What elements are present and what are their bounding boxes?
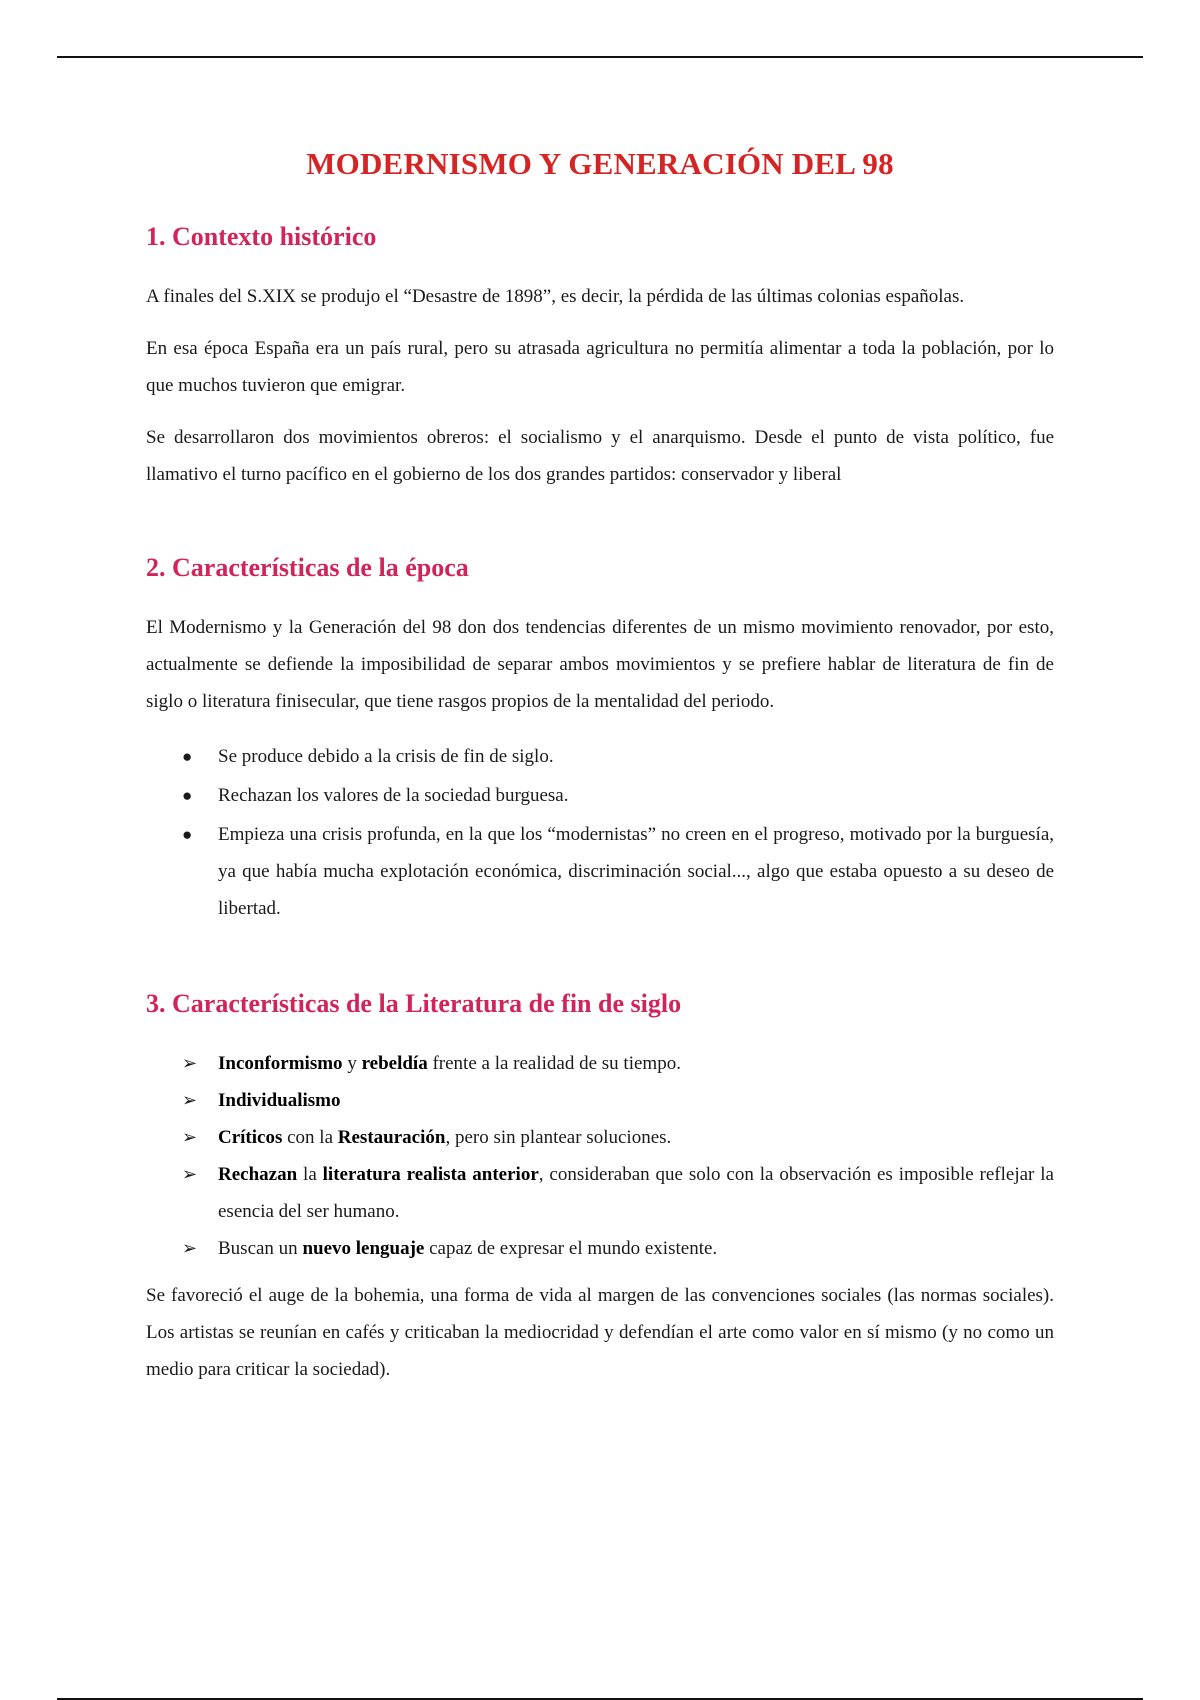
list-item: ● Se produce debido a la crisis de fin de siglo. (146, 738, 1054, 775)
arrow-bullet-icon: ➢ (182, 1238, 198, 1258)
arrow-bullet-icon: ➢ (182, 1164, 198, 1184)
bullet-icon: ● (182, 825, 193, 844)
section-era-characteristics (146, 553, 1054, 927)
bullet-icon: ● (182, 786, 193, 805)
arrow-bullet-icon: ➢ (182, 1053, 198, 1073)
paragraph: A finales del S.XIX se produjo el “Desastre de 1898”, es decir, la pérdida de las últimas colonias españolas. (146, 286, 965, 307)
top-rule (57, 56, 1143, 58)
list-item: ➢ Buscan un nuevo lenguaje capaz de expresar el mundo existente. (146, 1230, 1054, 1267)
section-heading: 2. Características de la época (146, 553, 469, 582)
bullet-icon: ● (182, 747, 193, 766)
arrow-list (146, 1045, 1054, 1267)
section-literature-characteristics (146, 989, 1054, 1388)
list-item: ● Empieza una crisis profunda, en la que los “modernistas” no creen en el progreso, motivado por la burguesía, ya que había mucha explotación económica, discriminación social..., algo que estaba opuesto a su deseo de libertad. (146, 816, 1054, 927)
list-item: ● Rechazan los valores de la sociedad burguesa. (146, 777, 1054, 814)
document-title: MODERNISMO Y GENERACIÓN DEL 98 (306, 146, 894, 181)
section-heading: 1. Contexto histórico (146, 222, 377, 251)
list-item: ➢ Individualismo (146, 1082, 1054, 1119)
list-item: ➢ Rechazan la literatura realista anterior, consideraban que solo con la observación es imposible reflejar la esencia del ser humano. (146, 1156, 1054, 1230)
section-historical-context (146, 222, 1054, 493)
bullet-list (146, 738, 1054, 927)
paragraph: En esa época España era un país rural, pero su atrasada agricultura no permitía alimentar a toda la población, por lo que muchos tuvieron que emigrar. (146, 338, 1054, 396)
list-item: ➢ Críticos con la Restauración, pero sin plantear soluciones. (146, 1119, 1054, 1156)
section-heading: 3. Características de la Literatura de fin de siglo (146, 989, 682, 1018)
list-item: ➢ Inconformismo y rebeldía frente a la realidad de su tiempo. (146, 1045, 1054, 1082)
arrow-bullet-icon: ➢ (182, 1090, 198, 1110)
arrow-bullet-icon: ➢ (182, 1127, 198, 1147)
paragraph: El Modernismo y la Generación del 98 don dos tendencias diferentes de un mismo movimiento renovador, por esto, actualmente se defiende la imposibilidad de separar ambos movimientos y se prefiere hablar de literatura de fin de siglo o literatura finisecular, que tiene rasgos propios de la mentalidad del periodo. (146, 617, 1054, 712)
paragraph: Se desarrollaron dos movimientos obreros: el socialismo y el anarquismo. Desde el punto de vista político, fue llamativo el turno pacífico en el gobierno de los dos grandes partidos: conservador y liberal (146, 427, 1054, 485)
paragraph: Se favoreció el auge de la bohemia, una forma de vida al margen de las convenciones sociales (las normas sociales). Los artistas se reunían en cafés y criticaban la mediocridad y defendían el arte como valor en sí mismo (y no como un medio para criticar la sociedad). (146, 1285, 1054, 1380)
document-page (146, 140, 1054, 1388)
